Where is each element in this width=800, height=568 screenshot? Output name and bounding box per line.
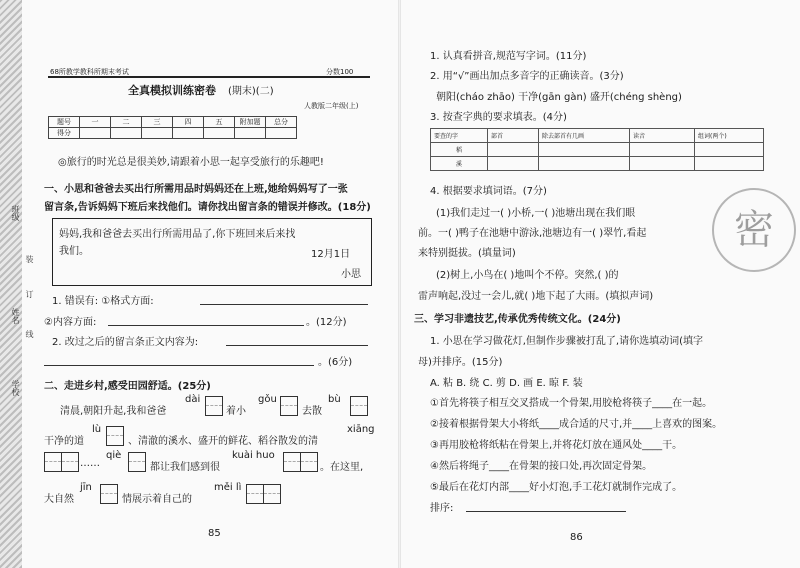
- r-item-4-a: (1)我们走过一( )小桥,一( )池塘出现在我们眼: [436, 208, 636, 219]
- q2-heading: 二、走进乡村,感受田园舒适。(25分): [44, 381, 211, 392]
- dict-cell: 除去部首有几画: [539, 129, 630, 143]
- pinyin-label: lù: [92, 424, 102, 435]
- r-item-4-b: 前。一( )鸭子在池塘中游泳,池塘边有一( )翠竹,看起: [418, 228, 647, 239]
- edition-label: 人教版二年级(上): [304, 102, 359, 110]
- dict-row: [431, 143, 764, 157]
- char-grid[interactable]: [100, 484, 117, 504]
- q1-item-3-score: 。(6分): [318, 357, 353, 368]
- score-table-header-row: [49, 117, 297, 128]
- pinyin-label: kuài huo: [232, 450, 275, 461]
- answer-line[interactable]: [44, 365, 314, 366]
- r-item-4: 4. 根据要求填词语。(7分): [430, 186, 547, 197]
- pinyin-label: qiè: [106, 450, 122, 461]
- side-seal-2: 订: [25, 290, 34, 298]
- q2-text: 干净的道: [44, 436, 84, 447]
- step-4: ④然后将绳子____在骨架的接口处,再次固定骨架。: [430, 461, 653, 472]
- step-3: ③再用胶枪将纸粘在骨架上,并将花灯放在通风处____干。: [430, 440, 683, 451]
- q1-item-2-score: 。(12分): [306, 317, 347, 328]
- order-label: 排序:: [430, 503, 454, 514]
- score-table: [48, 116, 297, 139]
- dict-input[interactable]: [695, 157, 764, 171]
- dictionary-table: [430, 128, 764, 171]
- score-cell: 总分: [266, 117, 297, 128]
- q1-item-1: 1. 错误有: ①格式方面:: [52, 296, 154, 307]
- dict-input[interactable]: [539, 143, 630, 157]
- score-input[interactable]: [111, 128, 142, 139]
- char-grid[interactable]: [283, 452, 317, 472]
- dict-cell: 溪: [431, 157, 488, 171]
- q2-text: 去散: [302, 406, 322, 417]
- pinyin-label: dài: [185, 394, 201, 405]
- dict-input[interactable]: [630, 143, 695, 157]
- dict-input[interactable]: [488, 157, 539, 171]
- page-fold: [398, 0, 401, 568]
- q2-text: ……: [80, 458, 100, 469]
- header-rule: [48, 76, 370, 78]
- char-grid[interactable]: [246, 484, 280, 504]
- dict-input[interactable]: [488, 143, 539, 157]
- dict-header-row: [431, 129, 764, 143]
- score-input[interactable]: [142, 128, 173, 139]
- q1-heading: 一、小思和爸爸去买出行所需用品时妈妈还在上班,她给妈妈写了一张: [44, 184, 348, 195]
- message-note: [52, 218, 372, 286]
- score-cell: 三: [142, 117, 173, 128]
- score-input[interactable]: [80, 128, 111, 139]
- note-line-1: 妈妈,我和爸爸去买出行所需用品了,你下班回来后来找: [59, 229, 296, 240]
- series-label: 68所教学教科所期末考试: [50, 68, 129, 76]
- q2-text: 清晨,朝阳升起,我和爸爸: [60, 406, 167, 417]
- page-number-right: 86: [570, 532, 583, 543]
- side-school: 学校: [11, 380, 20, 396]
- r-item-4-c: 来特别挺拔。(填量词): [418, 248, 516, 259]
- dict-cell: 稻: [431, 143, 488, 157]
- r-item-1: 1. 认真看拼音,规范写字词。(11分): [430, 51, 587, 62]
- char-grid[interactable]: [44, 452, 78, 472]
- step-2: ②接着根据骨架大小将纸____成合适的尺寸,并____上喜欢的图案。: [430, 419, 723, 430]
- r-item-4-e: 雷声响起,没过一会儿,就( )地下起了大雨。(填拟声词): [418, 291, 654, 302]
- note-line-2: 我们。: [59, 246, 89, 257]
- dict-cell: 要查的字: [431, 129, 488, 143]
- dict-cell: 读音: [630, 129, 695, 143]
- side-name: 姓名: [11, 308, 20, 324]
- score-input[interactable]: [266, 128, 297, 139]
- char-grid[interactable]: [350, 396, 367, 416]
- pinyin-label: gǒu: [258, 394, 277, 405]
- q3-item-1: 1. 小思在学习做花灯,但制作步骤被打乱了,请你选填动词(填字: [430, 336, 703, 347]
- score-cell: 二: [111, 117, 142, 128]
- note-sign: 小思: [341, 269, 361, 280]
- exam-title: 全真模拟训练密卷: [128, 84, 216, 97]
- q2-text: 。在这里,: [320, 462, 364, 473]
- dict-input[interactable]: [630, 157, 695, 171]
- order-answer-line[interactable]: [466, 511, 626, 512]
- dict-cell: 组词(两个): [695, 129, 764, 143]
- intro-text: ◎旅行的时光总是很美妙,请跟着小思一起享受旅行的乐趣吧!: [58, 157, 324, 168]
- dict-input[interactable]: [539, 157, 630, 171]
- q2-text: 都让我们感到很: [150, 462, 220, 473]
- score-input[interactable]: [173, 128, 204, 139]
- r-item-2: 2. 用“√”画出加点多音字的正确读音。(3分): [430, 71, 624, 82]
- answer-line[interactable]: [226, 345, 368, 346]
- pinyin-label: jīn: [80, 482, 92, 493]
- char-grid[interactable]: [205, 396, 222, 416]
- side-class: 班级: [11, 205, 20, 221]
- score-cell: 附加题: [235, 117, 266, 128]
- q1-heading-2: 留言条,告诉妈妈下班后来找他们。请你找出留言条的错误并修改。(18分): [44, 202, 371, 213]
- score-cell: 得分: [49, 128, 80, 139]
- score-total: 分数100: [326, 68, 354, 76]
- q2-text: 大自然: [44, 494, 74, 505]
- answer-line[interactable]: [200, 304, 368, 305]
- r-item-3: 3. 按查字典的要求填表。(4分): [430, 112, 567, 123]
- dict-row: [431, 157, 764, 171]
- step-5: ⑤最后在花灯内部____好小灯泡,手工花灯就制作完成了。: [430, 482, 683, 493]
- page-number-left: 85: [208, 528, 221, 539]
- dict-cell: 部首: [488, 129, 539, 143]
- q1-item-3: 2. 改过之后的留言条正文内容为:: [52, 337, 199, 348]
- char-grid[interactable]: [128, 452, 145, 472]
- q2-text: 情展示着自己的: [122, 494, 192, 505]
- step-1: ①首先将筷子相互交叉搭成一个骨架,用胶枪将筷子____在一起。: [430, 398, 713, 409]
- char-grid[interactable]: [280, 396, 297, 416]
- q3-options: A. 粘 B. 绕 C. 剪 D. 画 E. 晾 F. 装: [430, 378, 583, 389]
- score-table-score-row: [49, 128, 297, 139]
- exam-subtitle: (期末)(二): [228, 86, 274, 97]
- note-date: 12月1日: [311, 249, 351, 260]
- q1-item-2: ②内容方面:: [44, 317, 97, 328]
- pinyin-label: xiāng: [347, 424, 375, 435]
- dict-input[interactable]: [695, 143, 764, 157]
- q2-text: 着小: [226, 406, 246, 417]
- q3-heading: 三、学习非遗技艺,传承优秀传统文化。(24分): [414, 314, 621, 325]
- answer-line[interactable]: [108, 325, 304, 326]
- binding-margin: [0, 0, 22, 568]
- side-seal-3: 线: [25, 330, 34, 338]
- score-input[interactable]: [204, 128, 235, 139]
- r-item-4-d: (2)树上,小鸟在( )地叫个不停。突然,( )的: [436, 270, 619, 281]
- side-seal-1: 装: [25, 255, 34, 263]
- q2-text: 、清澈的溪水、盛开的鲜花、稻谷散发的清: [128, 436, 318, 447]
- score-cell: 题号: [49, 117, 80, 128]
- seal-stamp: 密: [712, 188, 796, 272]
- q3-item-1-b: 母)并排序。(15分): [418, 357, 503, 368]
- score-cell: 五: [204, 117, 235, 128]
- score-input[interactable]: [235, 128, 266, 139]
- char-grid[interactable]: [106, 426, 123, 446]
- r-item-2-words: 朝阳(cháo zhāo) 干净(gān gàn) 盛开(chéng shèng): [436, 92, 682, 103]
- score-cell: 一: [80, 117, 111, 128]
- pinyin-label: měi lì: [214, 482, 242, 493]
- score-cell: 四: [173, 117, 204, 128]
- pinyin-label: bù: [328, 394, 341, 405]
